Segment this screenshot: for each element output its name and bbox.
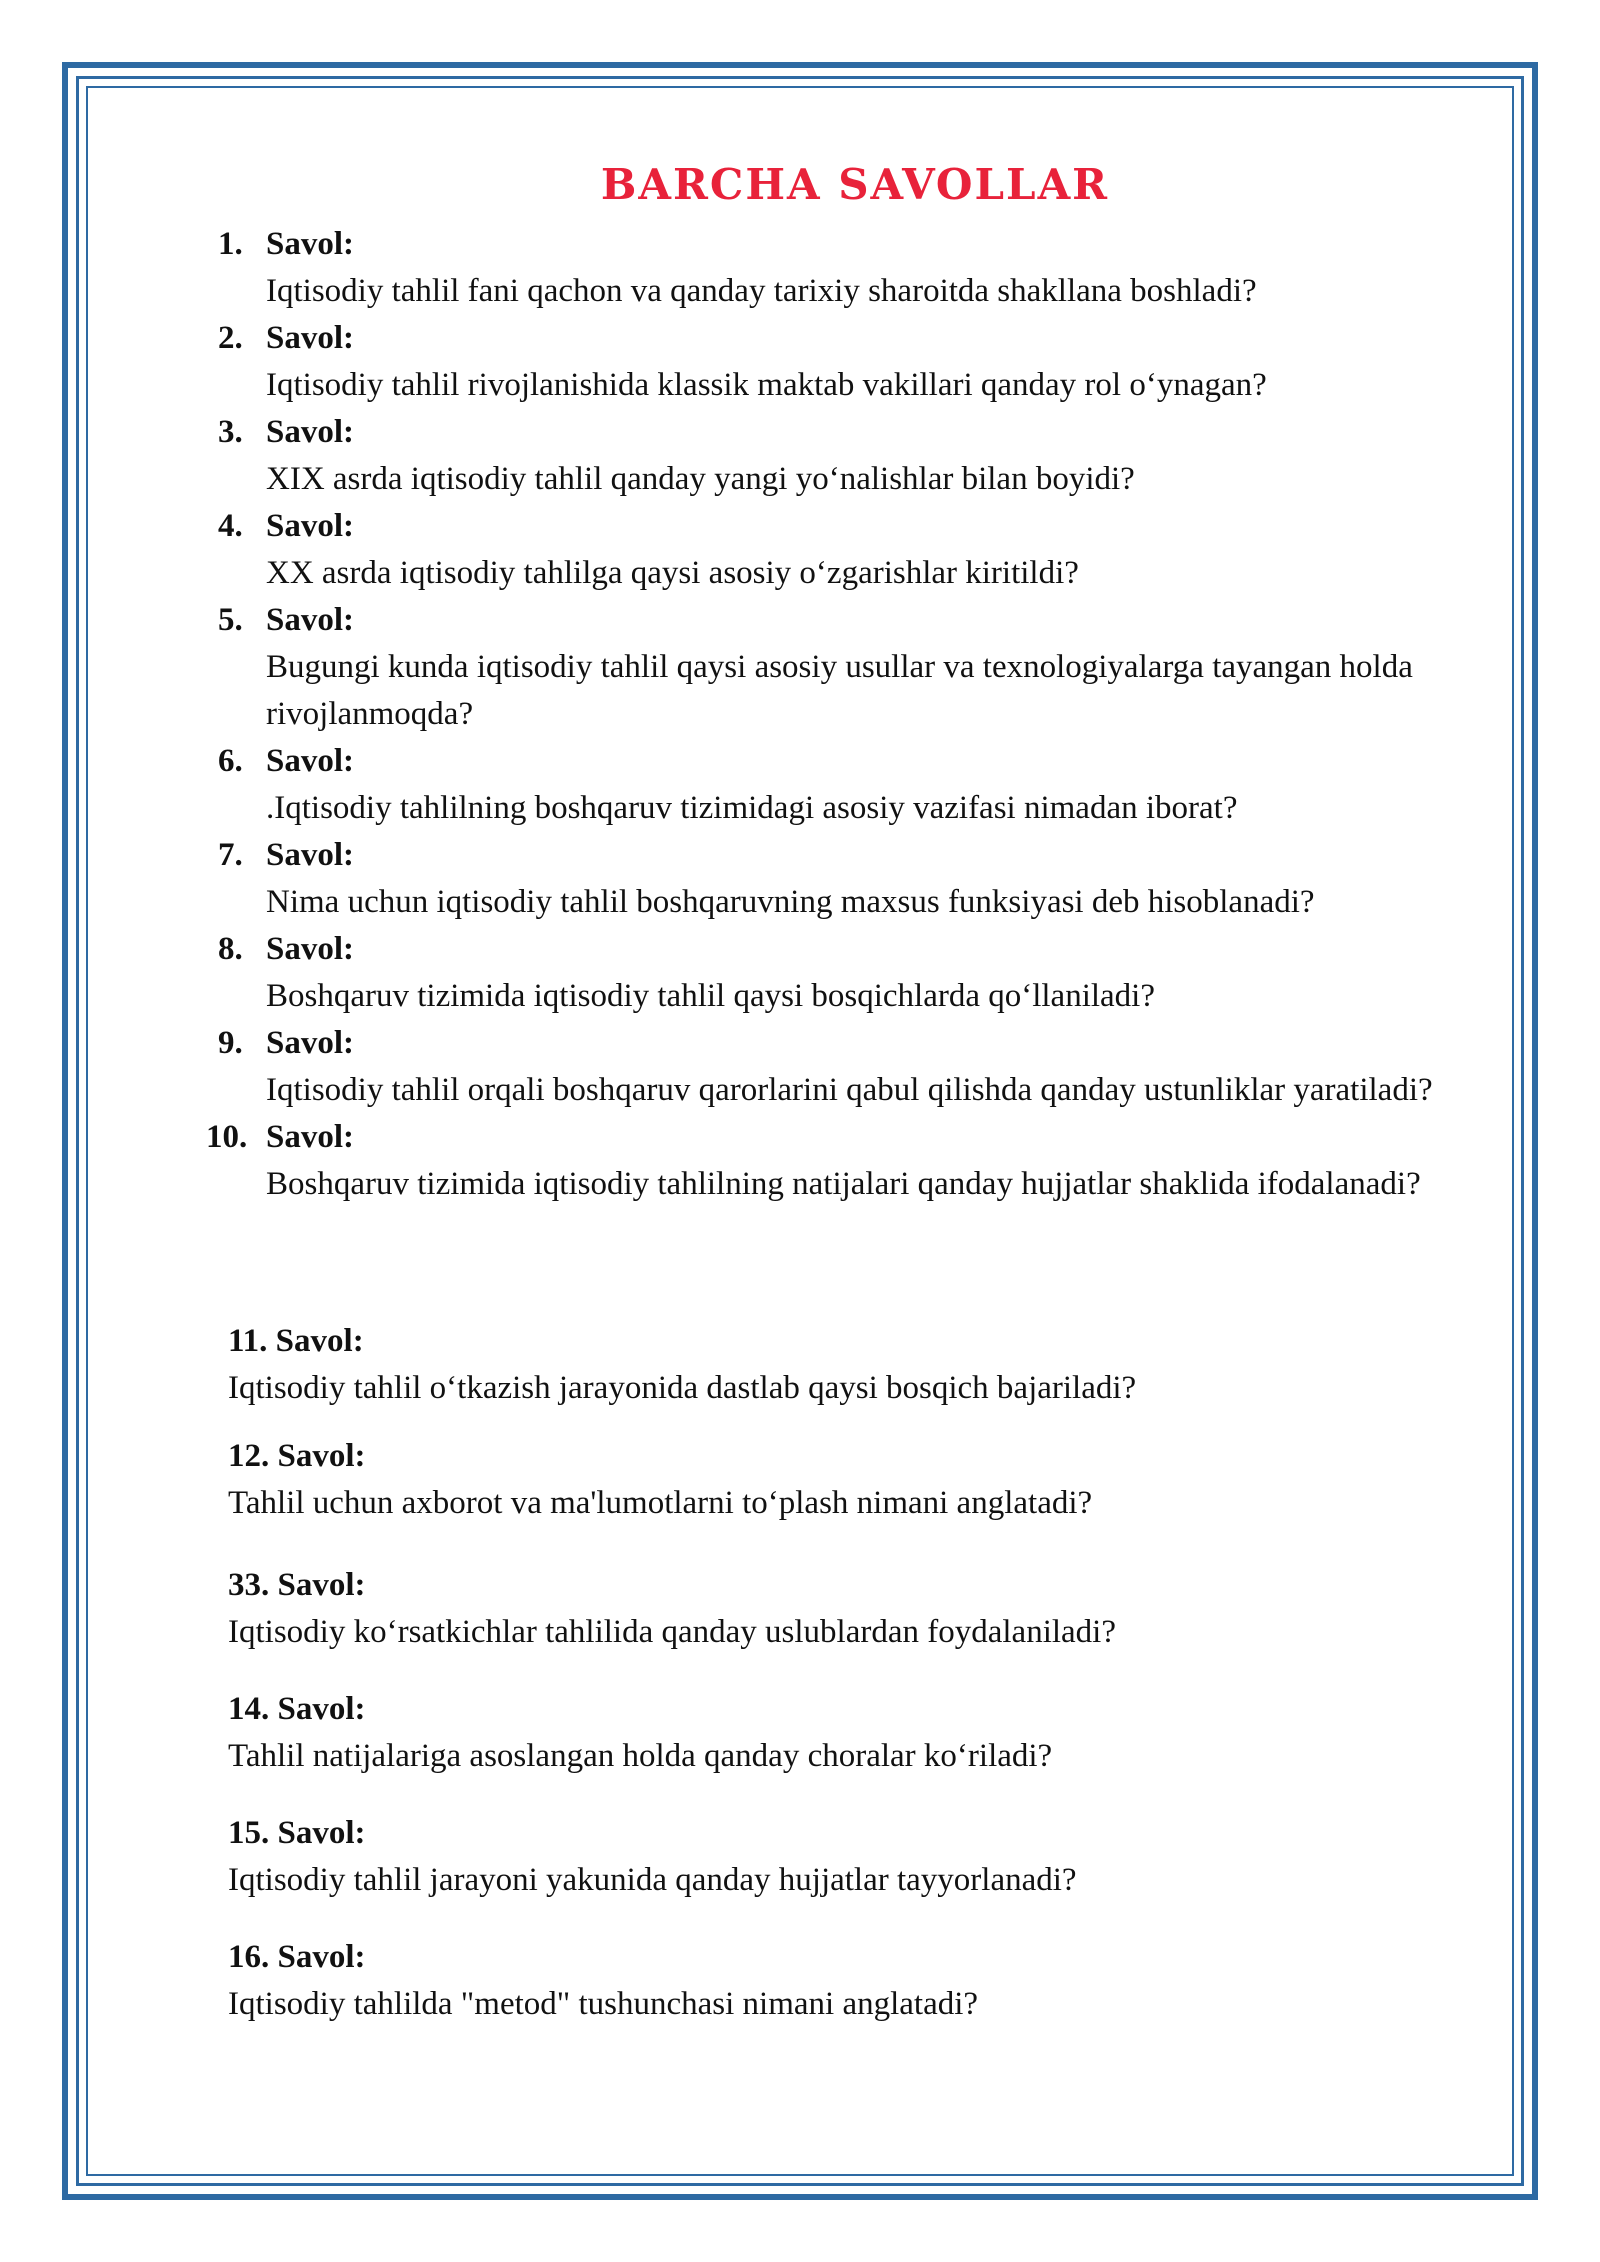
question-label: Savol: xyxy=(266,837,355,873)
question-text: Tahlil natijalariga asoslangan holda qanday choralar ko‘riladi? xyxy=(228,1738,1053,1774)
question-text: Iqtisodiy tahlil fani qachon va qanday tarixiy sharoitda shakllana boshladi? xyxy=(266,273,1257,309)
question-text: Iqtisodiy tahlil o‘tkazish jarayonida dastlab qaysi bosqich bajariladi? xyxy=(228,1370,1137,1406)
question-label: 16. Savol: xyxy=(228,1939,366,1975)
question-item-6 xyxy=(212,738,1512,832)
question-text: Iqtisodiy tahlilda "metod" tushunchasi nimani anglatadi? xyxy=(228,1986,979,2022)
question-list-numbered xyxy=(206,221,1512,1208)
question-label: Savol: xyxy=(266,414,355,450)
question-text: Nima uchun iqtisodiy tahlil boshqaruvning maxsus funksiyasi deb hisoblanadi? xyxy=(266,884,1315,920)
question-label: 33. Savol: xyxy=(228,1567,366,1603)
question-number: 10. xyxy=(206,1119,248,1155)
question-number: 8. xyxy=(218,931,243,967)
question-text: XX asrda iqtisodiy tahlilga qaysi asosiy o‘zgarishlar kiritildi? xyxy=(266,555,1079,591)
question-label: Savol: xyxy=(266,320,355,356)
question-number: 1. xyxy=(218,226,243,262)
question-item-14 xyxy=(228,1686,1508,1780)
page-title: BARCHA SAVOLLAR xyxy=(600,160,1110,209)
question-number: 7. xyxy=(218,837,243,873)
question-number: 5. xyxy=(218,602,243,638)
question-item-1 xyxy=(212,221,1512,315)
question-label: Savol: xyxy=(266,931,355,967)
question-label: 14. Savol: xyxy=(228,1691,366,1727)
question-item-15 xyxy=(228,1810,1508,1904)
question-label: Savol: xyxy=(266,1025,355,1061)
question-number: 6. xyxy=(218,743,243,779)
question-label: 15. Savol: xyxy=(228,1815,366,1851)
question-item-10 xyxy=(206,1114,1512,1208)
question-text: .Iqtisodiy tahlilning boshqaruv tizimidagi asosiy vazifasi nimadan iborat? xyxy=(266,790,1238,826)
question-item-12 xyxy=(228,1433,1508,1527)
question-label: Savol: xyxy=(266,226,355,262)
question-text: Iqtisodiy tahlil rivojlanishida klassik maktab vakillari qanday rol o‘ynagan? xyxy=(266,367,1267,403)
question-text: Bugungi kunda iqtisodiy tahlil qaysi asosiy usullar va texnologiyalarga tayangan holda rivojlanmoqda? xyxy=(266,649,1413,732)
question-item-3 xyxy=(212,409,1512,503)
question-label: Savol: xyxy=(266,602,355,638)
question-item-7 xyxy=(212,832,1512,926)
question-text: Iqtisodiy tahlil orqali boshqaruv qarorlarini qabul qilishda qanday ustunliklar yaratiladi? xyxy=(266,1072,1433,1108)
question-label: Savol: xyxy=(266,743,355,779)
question-label: 11. Savol: xyxy=(228,1323,364,1359)
question-label: 12. Savol: xyxy=(228,1438,366,1474)
question-item-16 xyxy=(228,1934,1508,2028)
question-number: 2. xyxy=(218,320,243,356)
question-text: Iqtisodiy ko‘rsatkichlar tahlilida qanday uslublardan foydalaniladi? xyxy=(228,1614,1116,1650)
question-item-11 xyxy=(228,1318,1508,1412)
question-text: Tahlil uchun axborot va ma'lumotlarni to‘plash nimani anglatadi? xyxy=(228,1485,1093,1521)
question-text: Boshqaruv tizimida iqtisodiy tahlilning natijalari qanday hujjatlar shaklida ifodalanadi? xyxy=(266,1166,1421,1202)
question-text: Boshqaruv tizimida iqtisodiy tahlil qaysi bosqichlarda qo‘llaniladi? xyxy=(266,978,1156,1014)
question-label: Savol: xyxy=(266,508,355,544)
question-number: 3. xyxy=(218,414,243,450)
question-label: Savol: xyxy=(266,1119,355,1155)
question-number: 4. xyxy=(218,508,243,544)
question-item-8 xyxy=(212,926,1512,1020)
question-item-9 xyxy=(212,1020,1512,1114)
question-item-13 xyxy=(228,1562,1508,1656)
question-item-2 xyxy=(212,315,1512,409)
question-number: 9. xyxy=(218,1025,243,1061)
question-text: Iqtisodiy tahlil jarayoni yakunida qanday hujjatlar tayyorlanadi? xyxy=(228,1862,1077,1898)
question-item-4 xyxy=(212,503,1512,597)
question-text: XIX asrda iqtisodiy tahlil qanday yangi yo‘nalishlar bilan boyidi? xyxy=(266,461,1135,497)
question-item-5 xyxy=(212,597,1512,738)
